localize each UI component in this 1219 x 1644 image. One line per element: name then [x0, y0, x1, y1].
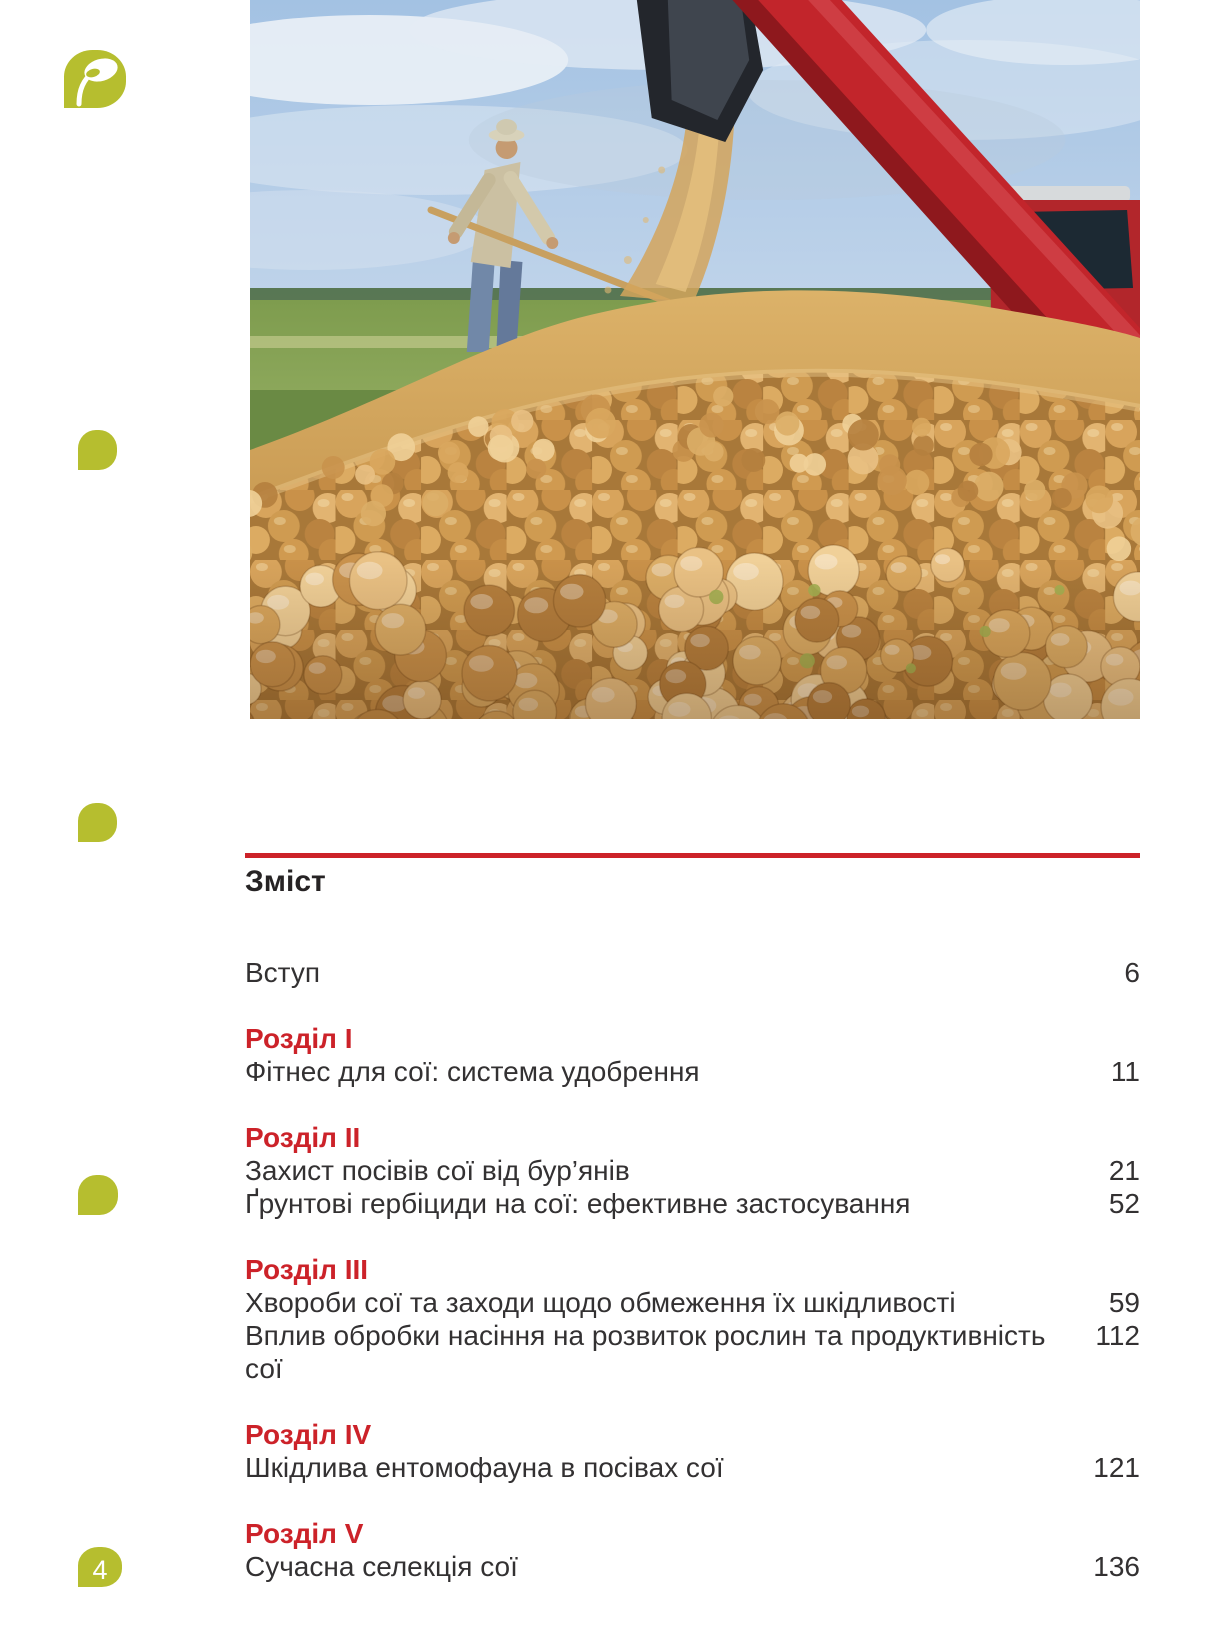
- leaf-sprout-icon: [64, 50, 126, 108]
- leaf-marker: [78, 803, 117, 842]
- page-number: 4: [92, 1555, 108, 1585]
- red-divider: [245, 853, 1140, 858]
- toc-entry-label: Хвороби сої та заходи щодо обмеження їх шкідливості: [245, 1287, 956, 1318]
- toc-entry[interactable]: [245, 1154, 1140, 1187]
- toc-title: Зміст: [245, 865, 326, 898]
- toc-section-title: Розділ II: [245, 1122, 361, 1153]
- toc-entry-label: Вплив обробки насіння на розвиток рослин та продуктивність сої: [245, 1320, 1046, 1384]
- toc-entry[interactable]: [245, 1550, 1140, 1583]
- toc-entry[interactable]: [245, 1286, 1140, 1319]
- toc-entry-page: 121: [1093, 1452, 1140, 1483]
- table-of-contents: [245, 956, 1140, 1583]
- toc-section: [245, 1022, 1140, 1088]
- toc-entry-label: Сучасна селекція сої: [245, 1551, 518, 1582]
- toc-entry-page: 59: [1108, 1287, 1140, 1318]
- publisher-logo: [64, 50, 126, 108]
- toc-section: [245, 1253, 1140, 1385]
- toc-section: [245, 1121, 1140, 1220]
- toc-entry-page: 136: [1093, 1551, 1140, 1582]
- toc-section-title: Розділ III: [245, 1254, 369, 1285]
- toc-entry-label: Ґрунтові гербіциди на сої: ефективне застосування: [245, 1188, 911, 1219]
- toc-entry-page: 52: [1108, 1188, 1140, 1219]
- toc-section-title: Розділ IV: [245, 1419, 372, 1450]
- toc-section: [245, 1418, 1140, 1484]
- toc-entry[interactable]: [245, 956, 1140, 989]
- leaf-marker: [78, 1175, 118, 1215]
- toc-entry[interactable]: [245, 1055, 1140, 1088]
- toc-section-title: Розділ V: [245, 1518, 364, 1549]
- toc-entry-page: 112: [1095, 1320, 1140, 1351]
- page-number-badge: [78, 1547, 122, 1587]
- toc-entry[interactable]: [245, 1319, 1140, 1385]
- toc-entry-page: 11: [1110, 1056, 1140, 1087]
- toc-entry[interactable]: [245, 1451, 1140, 1484]
- toc-section-title: Розділ I: [245, 1023, 353, 1054]
- toc-entry-label: Вступ: [245, 957, 320, 988]
- toc-entry[interactable]: [245, 1187, 1140, 1220]
- toc-entry-label: Фітнес для сої: система удобрення: [245, 1056, 700, 1087]
- soybean-harvest-photo: [250, 0, 1140, 719]
- toc-entry-page: 6: [1124, 957, 1140, 988]
- toc-section: [245, 1517, 1140, 1583]
- leaf-marker: [78, 430, 117, 470]
- toc-entry-label: Захист посівів сої від бур’янів: [245, 1155, 630, 1186]
- cover-photo: [250, 0, 1140, 719]
- toc-entry-page: 21: [1108, 1155, 1140, 1186]
- toc-entry-label: Шкідлива ентомофауна в посівах сої: [245, 1452, 724, 1483]
